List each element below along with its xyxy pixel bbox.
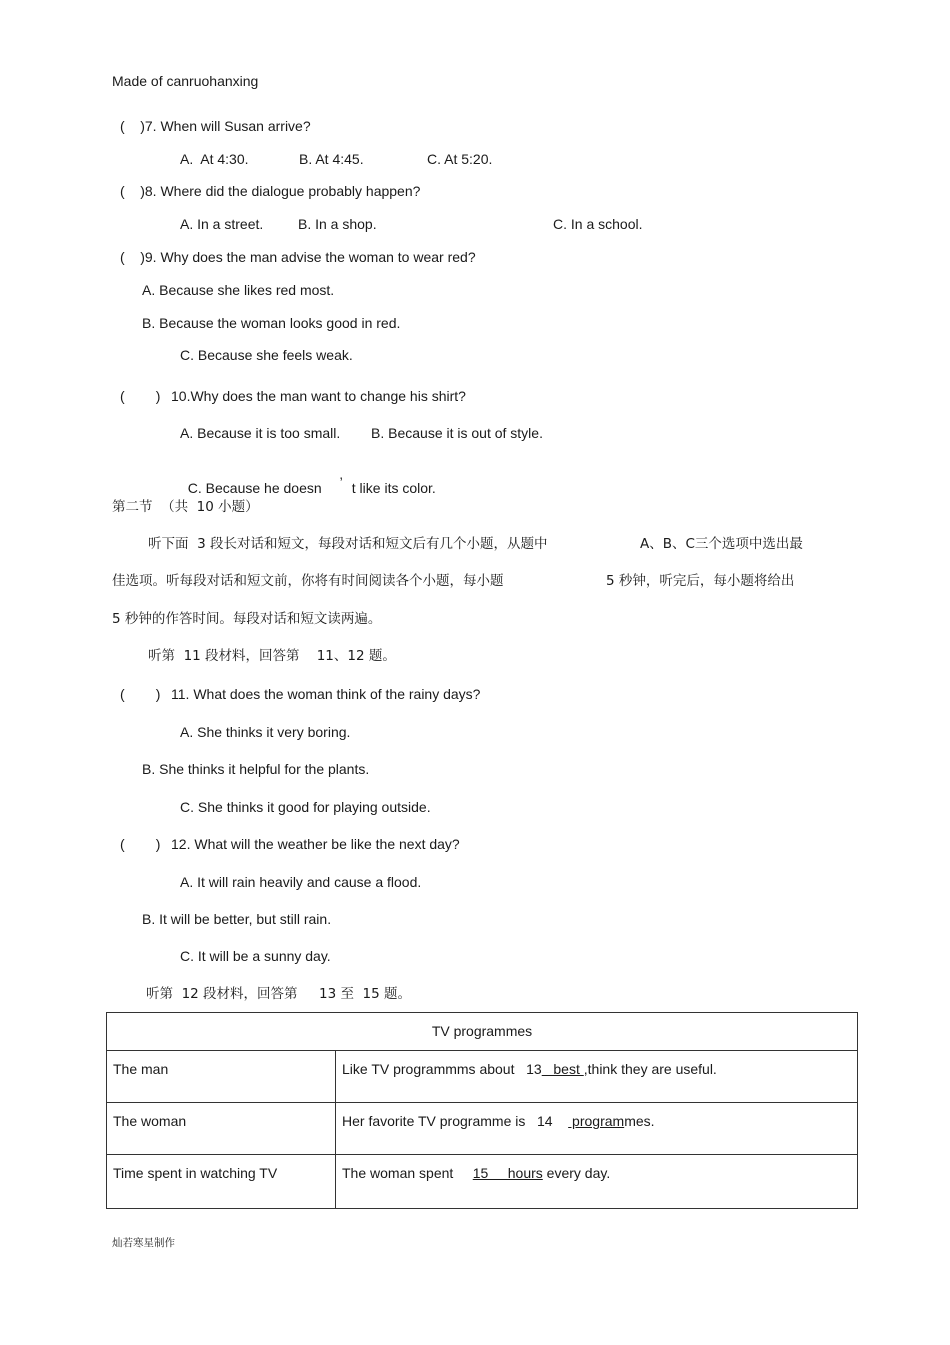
row-text-post: ,think they are useful. [583,1061,717,1077]
table-row [107,1103,858,1155]
tv-programmes-table [106,1012,858,1209]
page-header: Made of canruohanxing [112,73,259,89]
row-text-pre: Her favorite TV programme is 14 [342,1113,569,1129]
question-10-option-c-part2: t like its color. [351,480,436,496]
answer-blank-14: program [568,1113,625,1129]
section-2-intro-1a: 听下面 3 段长对话和短文，每段对话和短文后有几个小题，从题中 [148,536,548,552]
row-text-pre: The woman spent [342,1165,473,1181]
question-11-option-a: A. She thinks it very boring. [180,724,351,740]
question-8-option-b: B. In a shop. [298,216,377,232]
question-7-option-a: A. At 4:30. [180,151,249,167]
row-content [336,1051,858,1103]
row-label: Time spent in watching TV [107,1155,336,1209]
section-2-intro-2b: 5 秒钟，听完后，每小题将给出 [606,573,795,589]
question-9-stem: ( )9. Why does the man advise the woman to wear red? [120,249,476,265]
question-12-option-c: C. It will be a sunny day. [180,948,331,964]
question-10-paren: ( ) [120,388,161,404]
question-7-option-c: C. At 5:20. [427,151,493,167]
question-7-stem: ( )7. When will Susan arrive? [120,118,311,134]
question-8-stem: ( )8. Where did the dialogue probably happen? [120,183,421,199]
section-2-title: 第二节 （共 10 小题） [112,499,259,515]
question-11-option-c: C. She thinks it good for playing outside. [180,799,431,815]
row-text-post: mes. [624,1113,655,1129]
section-2-intro-1b: A、B、C三个选项中选出最 [640,536,803,552]
table-row [107,1051,858,1103]
question-10-option-c [180,461,436,497]
question-12-option-a: A. It will rain heavily and cause a flood. [180,874,422,890]
answer-blank-15: 15 hours [472,1165,543,1181]
question-12-stem: 12. What will the weather be like the next day? [171,836,460,852]
question-11-stem: 11. What does the woman think of the rainy days? [171,686,481,702]
table-row [107,1155,858,1209]
row-label: The woman [107,1103,336,1155]
question-10-option-a: A. Because it is too small. [180,425,341,441]
question-10-stem: 10.Why does the man want to change his shirt? [171,388,466,404]
row-text-post: every day. [542,1165,611,1181]
material-12-instruction: 听第 12 段材料，回答第 13 至 15 题。 [146,986,412,1002]
question-9-option-c: C. Because she feels weak. [180,347,353,363]
question-8-option-c: C. In a school. [553,216,643,232]
page-footer: 灿若寒星制作 [112,1237,175,1249]
question-10-option-c-part1: C. Because he doesn [187,480,322,496]
question-11-option-b: B. She thinks it helpful for the plants. [142,761,370,777]
row-text-pre: Like TV programmms about 13 [342,1061,542,1077]
question-9-option-a: A. Because she likes red most. [142,282,335,298]
answer-blank-13: best [541,1061,584,1077]
question-12-option-b: B. It will be better, but still rain. [142,911,332,927]
material-11-instruction: 听第 11 段材料，回答第 11、12 题。 [148,648,396,664]
row-label: The man [107,1051,336,1103]
row-content [336,1103,858,1155]
section-2-intro-2a: 佳选项。听每段对话和短文前，你将有时间阅读各个小题，每小题 [112,573,504,589]
question-7-option-b: B. At 4:45. [299,151,364,167]
table-title: TV programmes [107,1013,858,1051]
row-content [336,1155,858,1209]
question-10-option-b: B. Because it is out of style. [371,425,543,441]
question-11-paren: ( ) [120,686,161,702]
question-8-option-a: A. In a street. [180,216,264,232]
question-9-option-b: B. Because the woman looks good in red. [142,315,401,331]
section-2-intro-3: 5 秒钟的作答时间。每段对话和短文读两遍。 [112,611,382,627]
question-12-paren: ( ) [120,836,161,852]
apostrophe: ’ [339,474,343,490]
